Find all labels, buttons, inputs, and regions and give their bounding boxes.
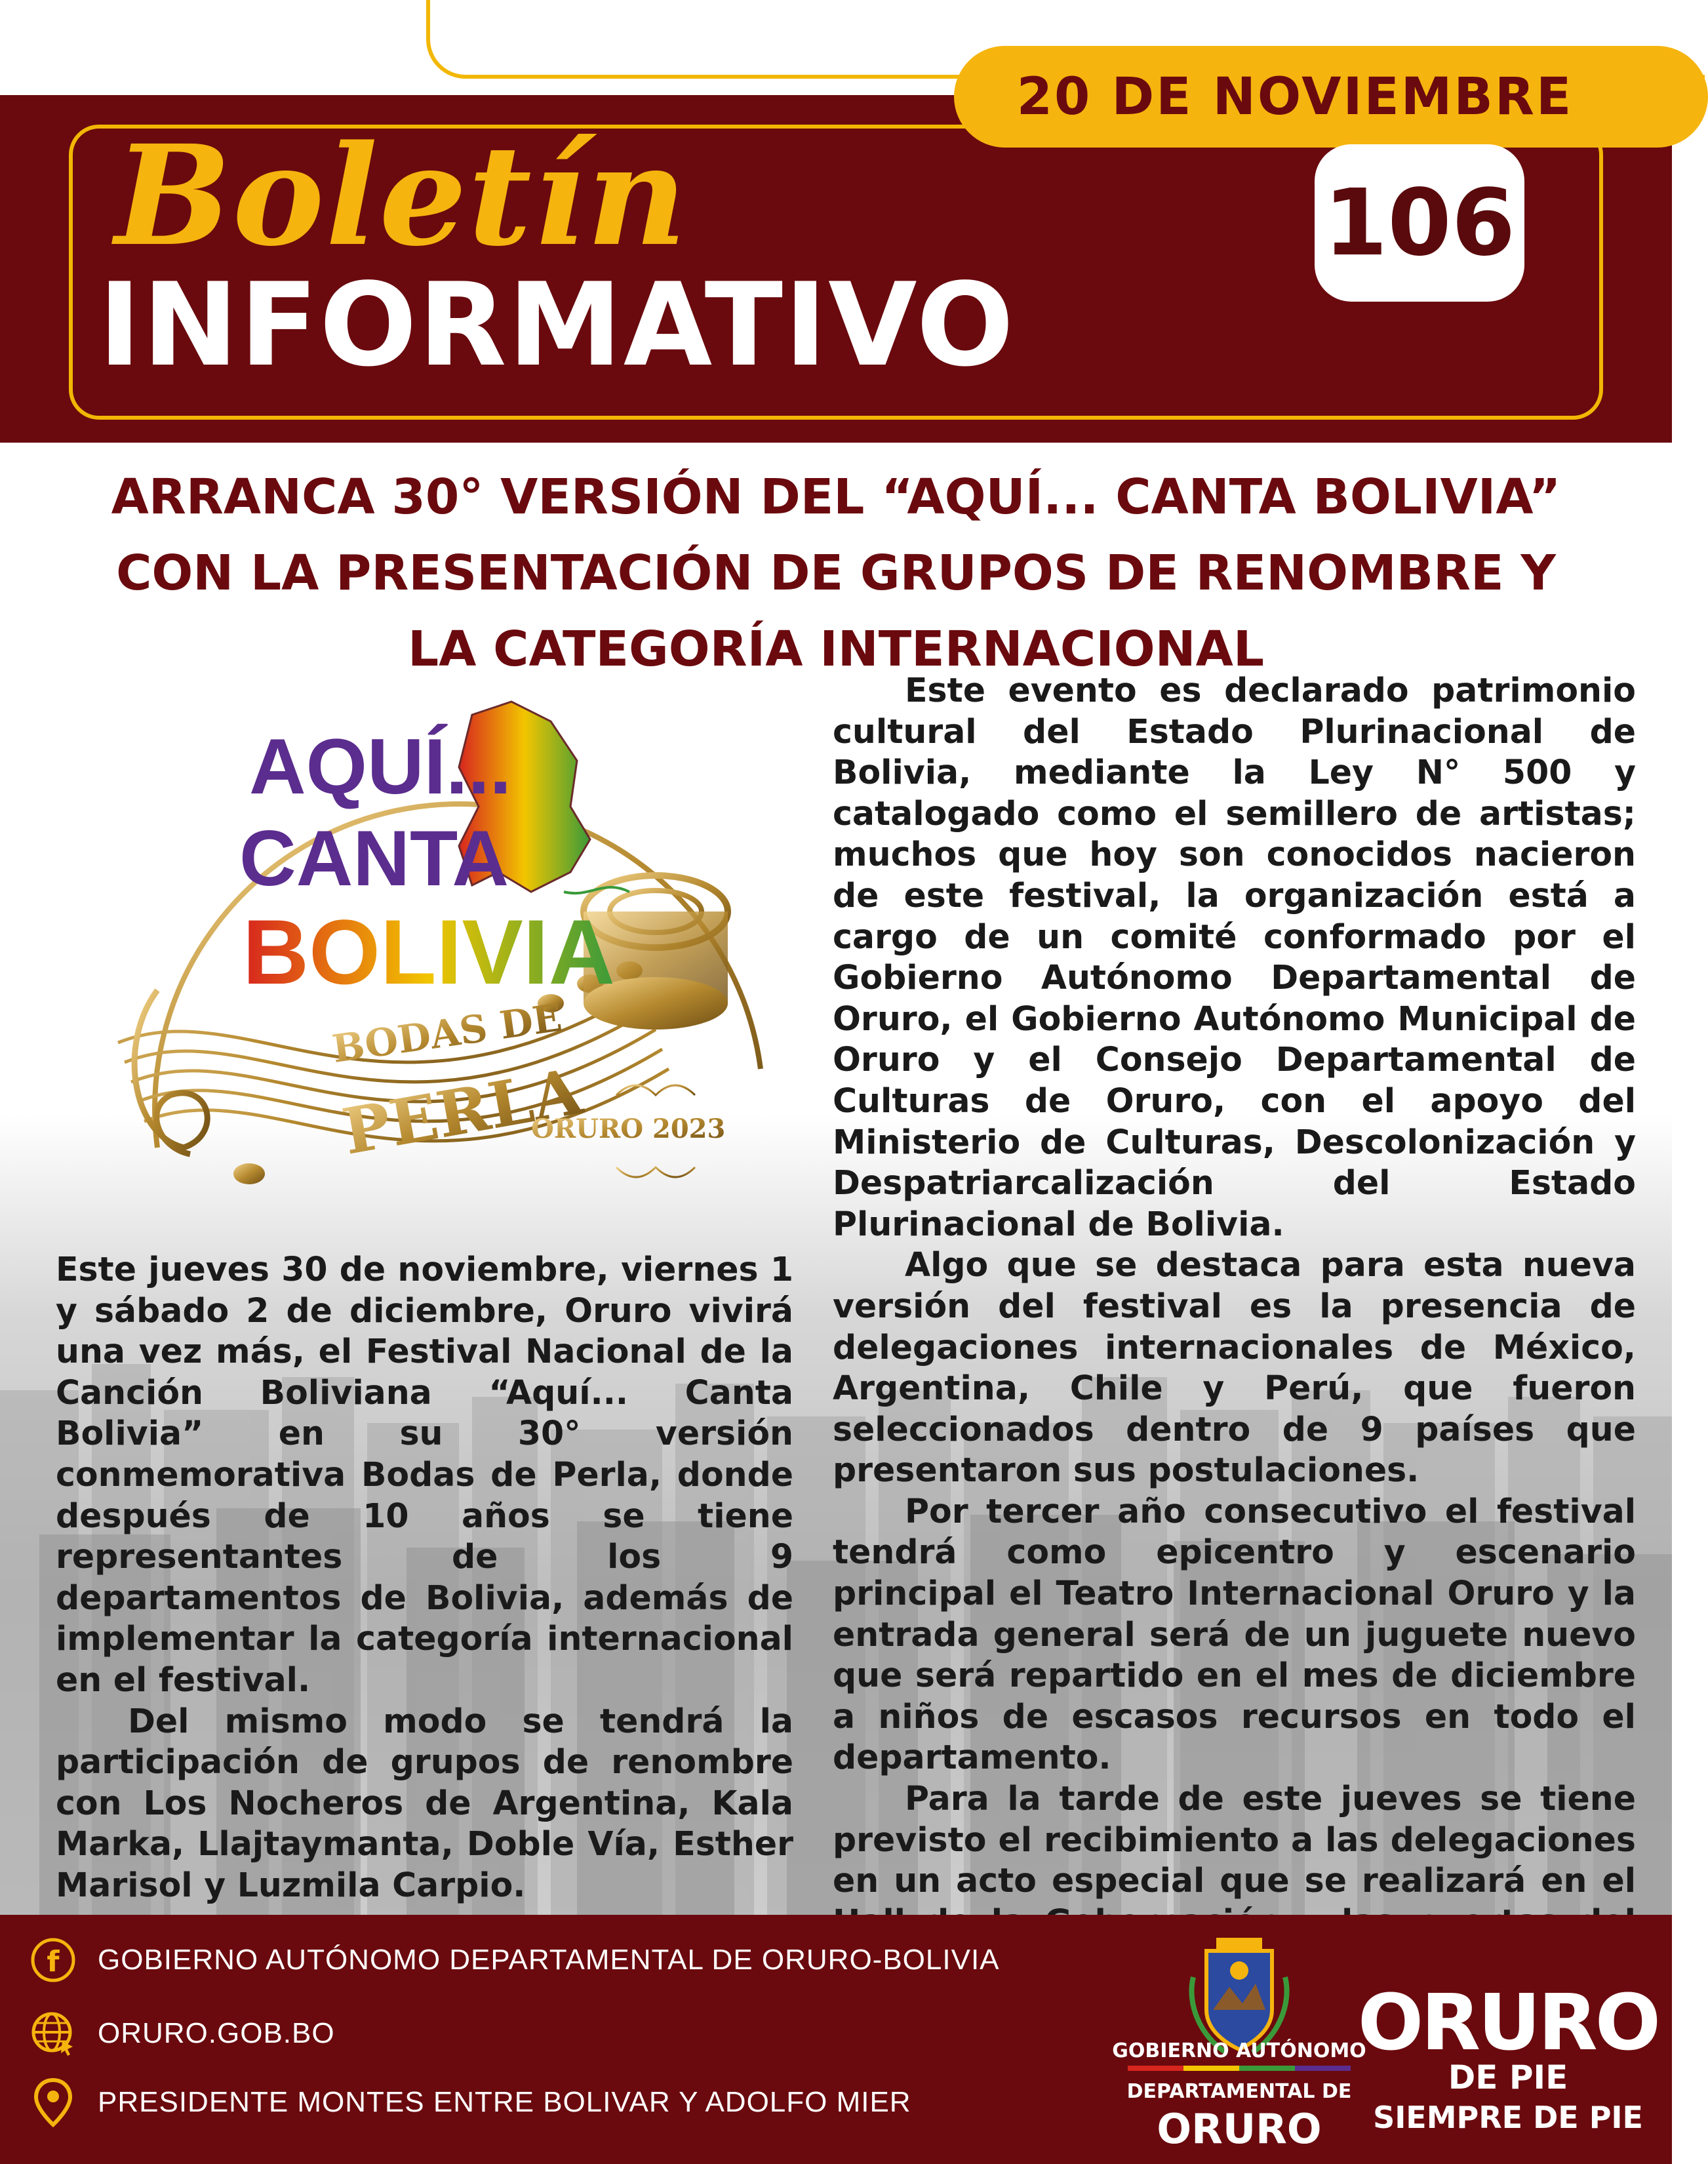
slogan-siempre-de-pie: SIEMPRE DE PIE xyxy=(1373,2100,1643,2135)
date-text: 20 DE NOVIEMBRE xyxy=(1016,67,1574,127)
website-link[interactable]: ORURO.GOB.BO xyxy=(98,2017,335,2049)
date-badge xyxy=(954,46,1708,148)
article-left-column xyxy=(56,1249,793,1906)
flag-stripe xyxy=(1128,2066,1351,2071)
headline-line: ARRANCA 30° VERSIÓN DEL “AQUÍ... CANTA BOLIVIA” xyxy=(111,469,1561,525)
article-paragraph: Por tercer año consecutivo el festival tendrá como epicentro y escenario principal el Teatro Internacional Oruro y la entrada general será de un juguete nuevo que será repartido en el mes de diciembre a niños de escasos recursos en todo el departamento. xyxy=(833,1491,1636,1777)
oruro-de-pie-logo xyxy=(1357,1977,1659,2144)
crest-label-line2: DEPARTAMENTAL DE xyxy=(1126,2080,1352,2103)
title-script: Boletín xyxy=(115,115,688,277)
globe-icon xyxy=(30,2010,77,2057)
festival-logo-graphic xyxy=(52,675,820,1266)
footer-address-row xyxy=(30,2079,911,2126)
issue-number-box xyxy=(1315,144,1524,302)
location-pin-icon xyxy=(30,2079,77,2126)
article-paragraph: Del mismo modo se tendrá la participación de grupos de renombre con Los Nocheros de Argentina, Kala Marka, Llajtaymanta, Doble Vía, Esther Marisol y Luzmila Carpio. xyxy=(56,1701,793,1904)
slogan-de-pie: DE PIE xyxy=(1448,2058,1568,2096)
svg-text:f: f xyxy=(47,1945,60,1978)
headline-line: CON LA PRESENTACIÓN DE GRUPOS DE RENOMBRE Y xyxy=(116,545,1556,601)
crest-label-line1: GOBIERNO AUTÓNOMO xyxy=(1112,2039,1366,2062)
article-right-column xyxy=(833,670,1636,1984)
article-paragraph: Este evento es declarado patrimonio cultural del Estado Plurinacional de Bolivia, mediante la Ley N° 500 y catalogado como el semillero de artistas; muchos que hoy son conocidos nacieron de este festival, la organización está a cargo de un comité conformado por el Gobierno Autónomo Departamental de Oruro, el Gobierno Autónomo Municipal de Oruro y el Consejo Departamental de Culturas de Oruro, con el apoyo del Ministerio de Culturas, Descolonización y Despatriarcalización del Estado Plurinacional de Bolivia. xyxy=(833,671,1636,1243)
article-headline xyxy=(26,459,1646,687)
headline-line: LA CATEGORÍA INTERNACIONAL xyxy=(407,621,1265,677)
logo-text-canta: CANTA xyxy=(239,814,509,902)
article-paragraph: Algo que se destaca para esta nueva versión del festival es la presencia de delegaciones internacionales de México, Argentina, Chile y Perú, que fueron seleccionados dentro de 9 países que presentaron sus postulaciones. xyxy=(833,1245,1636,1490)
logo-text-aqui: AQUÍ... xyxy=(249,723,512,811)
title-main: INFORMATIVO xyxy=(98,259,1016,392)
footer-facebook-row[interactable] xyxy=(30,1936,1000,1984)
aqui-canta-bolivia-logo xyxy=(52,675,820,1266)
logo-text-bodas: BODAS DE xyxy=(329,995,565,1072)
logo-text-oruro-year: ORURO 2023 xyxy=(531,1113,726,1144)
article-paragraph: Este jueves 30 de noviembre, viernes 1 y sábado 2 de diciembre, Oruro vivirá una vez más, el Festival Nacional de la Canción Boliviana “Aquí... Canta Bolivia” en su 30° versión conmemorativa Bodas de Perla, donde después de 10 años se tiene representantes de los 9 departamentos de Bolivia, además de implementar la categoría internacional en el festival. xyxy=(56,1250,793,1699)
logo-text-perla: PERLA xyxy=(337,1054,587,1169)
footer-website-row[interactable] xyxy=(30,2010,335,2057)
article-paragraph: Para la tarde de este jueves se tiene previsto el recibimiento a las delegaciones en un acto especial que se realizará en el xyxy=(833,1779,1636,1900)
logo-text-bolivia: BOLIVIA xyxy=(243,900,615,1003)
address-text: PRESIDENTE MONTES ENTRE BOLIVAR Y ADOLFO MIER xyxy=(98,2086,911,2118)
slogan-oruro: ORURO xyxy=(1357,1977,1659,2068)
facebook-page-name[interactable]: GOBIERNO AUTÓNOMO DEPARTAMENTAL DE ORURO-BOLIVIA xyxy=(98,1944,1000,1976)
facebook-icon xyxy=(30,1936,77,1984)
crest-label-line3: ORURO xyxy=(1157,2105,1322,2153)
issue-number: 106 xyxy=(1323,169,1516,277)
